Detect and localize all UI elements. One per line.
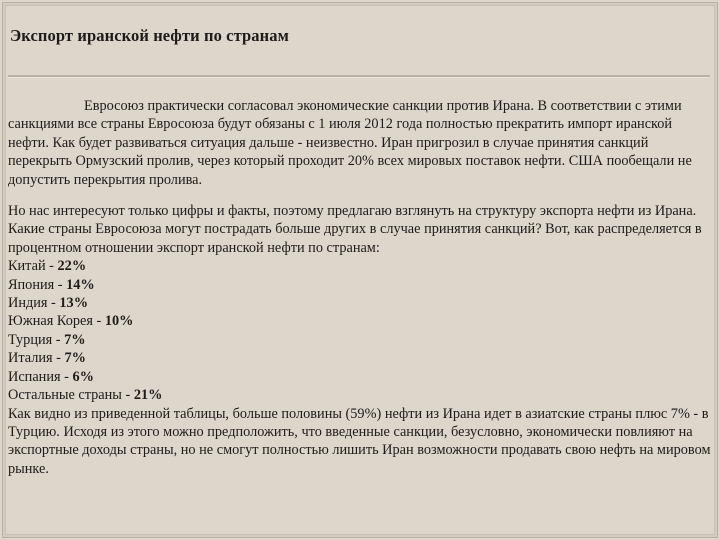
country-name: Турция -: [8, 331, 65, 348]
country-name: Китай -: [8, 258, 58, 275]
country-percent: 7%: [64, 350, 86, 367]
country-name: Остальные страны -: [8, 387, 134, 404]
intro-paragraph: Евросоюз практически согласовал экономические санкции против Ирана. В соответствии с этими санкциями все страны Евросоюза будут обязаны с 1 июля 2012 года полностью прекратить импорт иранской нефти. Как будет развиваться ситуация дальше - неизвестно. Иран пригрозил в случае принятия санкций перекрыть Ормузский пролив, через который проходит 20% всех мировых поставок нефти. США пообещали не допустить перекрытия пролива.: [8, 98, 692, 188]
country-percent: 7%: [64, 331, 86, 348]
country-percent: 6%: [72, 368, 94, 385]
list-item: [8, 257, 713, 275]
country-percent: 10%: [104, 313, 134, 330]
country-percent: 22%: [57, 258, 87, 275]
country-name: Индия -: [8, 295, 60, 312]
title-divider: [8, 75, 710, 78]
country-percent: 21%: [133, 387, 163, 404]
list-item: [8, 294, 713, 312]
slide-body: [8, 97, 713, 478]
country-name: Южная Корея -: [8, 313, 105, 330]
list-item: [8, 312, 713, 330]
country-percent: 14%: [66, 276, 95, 293]
country-name: Испания -: [8, 368, 73, 385]
list-item: [8, 368, 713, 386]
conclusion-paragraph: Как видно из приведенной таблицы, больше половины (59%) нефти из Ирана идет в азиатские страны плюс 7% - в Турцию. Исходя из этого можно предположить, что введенные санкции, безусловно, экономически повлияют на экспортные доходы страны, но не смогут полностью лишить Иран возможности продавать свою нефть на мировом рынке.: [8, 405, 711, 477]
slide-title: Экспорт иранской нефти по странам: [10, 26, 289, 45]
list-item: [8, 331, 713, 349]
list-item: [8, 276, 713, 294]
country-name: Италия -: [8, 350, 65, 367]
country-percent: 13%: [59, 295, 88, 312]
list-item: [8, 349, 713, 367]
list-item: [8, 386, 713, 404]
structure-paragraph: Но нас интересуют только цифры и факты, поэтому предлагаю взглянуть на структуру экспорта нефти из Ирана. Какие страны Евросоюза могут пострадать больше других в случае принятия санкций? Вот, как распределяется в процентном отношении экспорт иранской нефти по странам:: [8, 203, 702, 256]
country-export-list: [8, 257, 713, 404]
country-name: Япония -: [8, 276, 67, 293]
